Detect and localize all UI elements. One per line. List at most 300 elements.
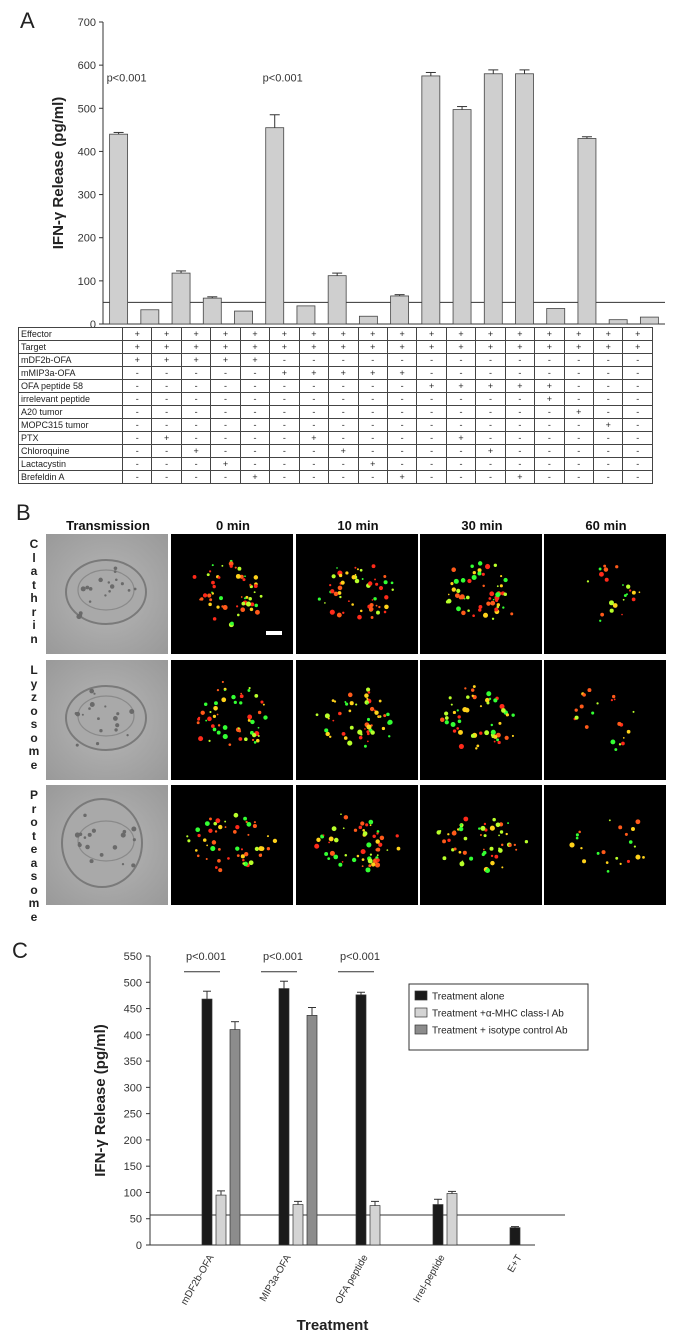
fluorescent-puncta	[366, 842, 371, 847]
fluorescent-puncta	[459, 851, 462, 854]
fluorescent-puncta	[348, 600, 350, 602]
fluorescent-puncta	[452, 831, 457, 836]
table-cell: -	[123, 471, 152, 484]
fluorescent-puncta	[459, 827, 464, 832]
table-cell: -	[623, 393, 653, 406]
fluorescent-puncta	[607, 870, 610, 873]
fluorescent-puncta	[472, 575, 477, 580]
fluorescence-image	[296, 785, 418, 905]
fluorescent-puncta	[603, 565, 606, 568]
table-cell: +	[240, 328, 269, 341]
table-cell: +	[535, 393, 564, 406]
fluorescent-puncta	[591, 712, 594, 715]
granule	[116, 712, 119, 715]
table-cell: -	[594, 354, 623, 367]
column-header: 60 min	[585, 518, 627, 533]
table-cell: -	[358, 419, 387, 432]
fluorescent-puncta	[221, 697, 226, 702]
fluorescent-puncta	[240, 694, 244, 698]
fluorescent-puncta	[629, 840, 633, 844]
fluorescent-puncta	[334, 838, 339, 843]
fluorescent-puncta	[224, 689, 226, 691]
fluorescent-puncta	[454, 579, 459, 584]
fluorescent-puncta	[494, 564, 497, 567]
fluorescent-puncta	[376, 832, 378, 834]
fluorescent-puncta	[479, 605, 483, 609]
fluorescent-puncta	[445, 720, 449, 724]
fluorescent-puncta	[217, 731, 221, 735]
table-cell: -	[564, 419, 593, 432]
fluorescent-puncta	[501, 866, 503, 868]
table-cell: +	[446, 380, 475, 393]
table-cell: +	[476, 341, 505, 354]
fluorescent-puncta	[314, 844, 319, 849]
fluorescent-puncta	[492, 618, 494, 620]
x-axis-label: Treatment	[296, 1317, 369, 1334]
fluorescent-puncta	[362, 858, 365, 861]
y-tick-label: 100	[77, 275, 96, 288]
fluorescent-puncta	[209, 598, 212, 601]
table-cell: -	[123, 432, 152, 445]
panel-c-chart	[0, 934, 677, 1344]
fluorescent-puncta	[263, 715, 267, 719]
x-tick-label: Irrel-peptide	[411, 1253, 448, 1305]
fluorescent-puncta	[484, 730, 489, 735]
fluorescent-puncta	[359, 736, 363, 740]
table-cell: -	[476, 393, 505, 406]
fluorescent-puncta	[254, 741, 257, 744]
granule	[123, 830, 127, 834]
fluorescent-puncta	[333, 855, 338, 860]
row-label: PTX	[19, 432, 123, 445]
fluorescent-puncta	[576, 837, 579, 840]
fluorescent-puncta	[324, 728, 328, 732]
fluorescent-puncta	[244, 852, 248, 856]
table-cell: -	[152, 406, 181, 419]
table-row	[19, 471, 653, 484]
fluorescent-puncta	[609, 600, 614, 605]
granule	[76, 744, 79, 747]
row-label: OFA peptide 58	[19, 380, 123, 393]
fluorescent-puncta	[614, 748, 617, 751]
table-cell: -	[564, 367, 593, 380]
fluorescent-puncta	[457, 709, 459, 711]
fluorescent-puncta	[497, 585, 499, 587]
fluorescent-puncta	[360, 569, 363, 572]
bar	[578, 138, 596, 324]
granule	[88, 707, 91, 710]
granule	[79, 614, 82, 617]
table-cell: +	[505, 328, 534, 341]
x-tick-label: MIP3a-OFA	[257, 1253, 294, 1304]
table-cell: -	[387, 445, 416, 458]
panel-a-treatment-table	[18, 327, 653, 484]
fluorescent-puncta	[367, 733, 370, 736]
table-row	[19, 432, 653, 445]
fluorescent-puncta	[213, 585, 216, 588]
table-cell: +	[181, 328, 210, 341]
y-tick-label: 100	[123, 1187, 142, 1200]
fluorescent-puncta	[632, 591, 636, 595]
fluorescent-puncta	[365, 867, 370, 872]
bar	[609, 320, 627, 324]
fluorescent-puncta	[364, 745, 367, 748]
bar	[447, 1194, 457, 1245]
table-cell: -	[623, 445, 653, 458]
table-cell: +	[446, 328, 475, 341]
fluorescent-puncta	[247, 834, 249, 836]
fluorescent-puncta	[374, 579, 376, 581]
table-cell: -	[240, 419, 269, 432]
table-cell: -	[417, 354, 446, 367]
fluorescent-puncta	[349, 710, 352, 713]
fluorescent-puncta	[478, 561, 482, 565]
fluorescent-puncta	[464, 687, 466, 689]
table-cell: +	[152, 341, 181, 354]
table-cell: -	[446, 471, 475, 484]
granule	[85, 586, 89, 590]
granule	[115, 578, 118, 581]
table-cell: +	[476, 328, 505, 341]
table-cell: -	[152, 445, 181, 458]
legend-swatch	[415, 1025, 427, 1034]
bar	[202, 999, 212, 1245]
fluorescent-puncta	[345, 571, 348, 574]
fluorescent-puncta	[235, 567, 237, 569]
fluorescent-puncta	[225, 826, 227, 828]
fluorescence-image	[544, 660, 666, 780]
table-cell: -	[387, 458, 416, 471]
fluorescent-puncta	[237, 614, 240, 617]
fluorescent-puncta	[243, 817, 247, 821]
bar	[484, 74, 502, 324]
fluorescent-puncta	[212, 564, 214, 566]
fluorescent-puncta	[235, 846, 239, 850]
fluorescent-puncta	[247, 689, 250, 692]
table-cell: -	[535, 367, 564, 380]
fluorescent-puncta	[213, 706, 218, 711]
table-cell: -	[329, 432, 358, 445]
fluorescent-puncta	[627, 860, 630, 863]
fluorescent-puncta	[391, 588, 393, 590]
table-cell: +	[240, 471, 269, 484]
granule	[96, 742, 99, 745]
fluorescent-puncta	[462, 707, 467, 712]
fluorescent-puncta	[514, 844, 516, 846]
y-tick-label: 200	[123, 1134, 142, 1147]
y-tick-label: 700	[77, 17, 96, 29]
table-cell: -	[181, 393, 210, 406]
table-cell: -	[123, 380, 152, 393]
table-cell: +	[123, 341, 152, 354]
fluorescent-puncta	[341, 581, 345, 585]
table-cell: +	[299, 432, 328, 445]
granule	[85, 845, 90, 850]
fluorescence-image	[420, 785, 542, 905]
fluorescent-puncta	[575, 716, 579, 720]
fluorescent-puncta	[195, 849, 198, 852]
granule	[78, 843, 82, 847]
table-cell: -	[623, 419, 653, 432]
p-value-label: p<0.001	[262, 950, 304, 963]
fluorescent-puncta	[340, 813, 342, 815]
fluorescent-puncta	[367, 740, 369, 742]
scale-bar	[266, 631, 282, 635]
table-cell: -	[299, 393, 328, 406]
fluorescent-puncta	[635, 819, 640, 824]
fluorescent-puncta	[217, 859, 221, 863]
table-cell: -	[152, 367, 181, 380]
fluorescent-puncta	[460, 824, 462, 826]
fluorescent-puncta	[453, 729, 456, 732]
x-tick-label: E+T	[505, 1253, 525, 1275]
fluorescence-image	[544, 785, 666, 905]
y-tick-label: 400	[77, 146, 96, 159]
fluorescent-puncta	[461, 611, 466, 616]
table-cell: -	[181, 406, 210, 419]
row-label: irrelevant peptide	[19, 393, 123, 406]
table-cell: +	[564, 328, 593, 341]
fluorescent-puncta	[471, 734, 475, 738]
table-row	[19, 367, 653, 380]
fluorescent-puncta	[263, 704, 265, 706]
table-cell: -	[564, 380, 593, 393]
fluorescence-image	[171, 660, 293, 780]
fluorescent-puncta	[599, 572, 604, 577]
fluorescent-puncta	[611, 699, 613, 701]
granule	[134, 588, 137, 591]
fluorescent-puncta	[213, 728, 217, 732]
table-cell: +	[358, 328, 387, 341]
fluorescent-puncta	[493, 698, 497, 702]
fluorescent-puncta	[215, 818, 220, 823]
fluorescent-puncta	[249, 687, 251, 689]
table-row	[19, 328, 653, 341]
column-header: 0 min	[216, 518, 250, 533]
fluorescent-puncta	[454, 847, 457, 850]
fluorescent-puncta	[218, 848, 221, 851]
legend-swatch	[415, 1008, 427, 1017]
table-cell: +	[476, 445, 505, 458]
fluorescent-puncta	[369, 607, 373, 611]
fluorescent-puncta	[515, 849, 517, 851]
fluorescent-puncta	[495, 592, 500, 597]
fluorescent-puncta	[621, 742, 625, 746]
granule	[93, 693, 95, 695]
fluorescent-puncta	[316, 713, 319, 716]
table-cell: +	[505, 341, 534, 354]
bar	[279, 989, 289, 1245]
fluorescent-puncta	[491, 724, 493, 726]
granule	[108, 590, 111, 593]
table-cell: +	[358, 341, 387, 354]
table-cell: +	[329, 445, 358, 458]
table-cell: -	[358, 380, 387, 393]
table-row	[19, 406, 653, 419]
fluorescent-puncta	[461, 578, 466, 583]
fluorescent-puncta	[493, 735, 497, 739]
table-cell: -	[329, 419, 358, 432]
fluorescent-puncta	[359, 826, 363, 830]
table-cell: -	[594, 393, 623, 406]
fluorescent-puncta	[485, 564, 490, 569]
fluorescent-puncta	[198, 736, 203, 741]
table-cell: -	[240, 380, 269, 393]
fluorescent-puncta	[486, 601, 490, 605]
fluorescent-puncta	[236, 574, 241, 579]
table-cell: +	[476, 380, 505, 393]
fluorescent-puncta	[612, 695, 615, 698]
table-cell: +	[594, 328, 623, 341]
table-row	[19, 341, 653, 354]
fluorescent-puncta	[585, 725, 589, 729]
fluorescent-puncta	[330, 589, 334, 593]
table-cell: -	[270, 458, 299, 471]
table-cell: +	[505, 380, 534, 393]
row-label: mDF2b-OFA	[19, 354, 123, 367]
table-cell: -	[299, 419, 328, 432]
fluorescent-puncta	[337, 613, 342, 618]
fluorescent-puncta	[332, 574, 336, 578]
table-cell: -	[123, 367, 152, 380]
fluorescent-puncta	[631, 827, 635, 831]
table-cell: +	[181, 341, 210, 354]
fluorescent-puncta	[204, 703, 207, 706]
bar	[356, 995, 366, 1245]
fluorescent-puncta	[458, 730, 463, 735]
table-cell: -	[446, 406, 475, 419]
fluorescent-puncta	[370, 853, 372, 855]
y-tick-label: 250	[123, 1108, 142, 1121]
fluorescent-puncta	[218, 868, 222, 872]
fluorescent-puncta	[447, 599, 452, 604]
fluorescent-puncta	[362, 578, 364, 580]
fluorescent-puncta	[354, 567, 356, 569]
table-cell: -	[240, 393, 269, 406]
fluorescent-puncta	[242, 862, 245, 865]
fluorescent-puncta	[604, 567, 608, 571]
fluorescent-puncta	[187, 839, 190, 842]
bar	[307, 1015, 317, 1245]
fluorescent-puncta	[456, 727, 459, 730]
fluorescent-puncta	[342, 732, 346, 736]
fluorescent-puncta	[340, 713, 342, 715]
fluorescent-puncta	[615, 857, 618, 860]
table-cell: -	[387, 406, 416, 419]
transmission-image	[46, 785, 168, 905]
fluorescent-puncta	[386, 849, 388, 851]
table-cell: -	[476, 419, 505, 432]
table-cell: -	[417, 393, 446, 406]
table-cell: -	[211, 432, 240, 445]
fluorescent-puncta	[451, 567, 456, 572]
fluorescent-puncta	[209, 711, 211, 713]
fluorescent-puncta	[362, 865, 364, 867]
fluorescent-puncta	[623, 737, 625, 739]
bar	[547, 308, 565, 324]
fluorescent-puncta	[212, 592, 214, 594]
table-cell: -	[564, 354, 593, 367]
row-label: Effector	[19, 328, 123, 341]
fluorescent-puncta	[602, 850, 606, 854]
fluorescent-puncta	[258, 735, 260, 737]
fluorescent-puncta	[186, 835, 188, 837]
fluorescent-puncta	[242, 578, 245, 581]
fluorescent-puncta	[338, 863, 342, 867]
fluorescent-puncta	[347, 741, 352, 746]
fluorescent-puncta	[384, 580, 388, 584]
fluorescent-puncta	[234, 701, 237, 704]
table-cell: +	[387, 471, 416, 484]
fluorescent-puncta	[387, 721, 391, 725]
fluorescent-puncta	[369, 603, 373, 607]
fluorescent-puncta	[221, 565, 223, 567]
fluorescent-puncta	[460, 594, 465, 599]
table-cell: -	[240, 458, 269, 471]
fluorescent-puncta	[372, 564, 376, 568]
fluorescent-puncta	[323, 834, 325, 836]
fluorescent-puncta	[642, 856, 645, 859]
fluorescent-puncta	[500, 830, 503, 833]
fluorescent-puncta	[456, 606, 461, 611]
fluorescent-puncta	[626, 585, 630, 589]
fluorescent-puncta	[215, 830, 217, 832]
fluorescent-puncta	[505, 736, 509, 740]
fluorescent-puncta	[193, 575, 197, 579]
fluorescent-puncta	[639, 591, 641, 593]
p-value-label: p<0.001	[339, 950, 381, 963]
fluorescent-puncta	[480, 826, 485, 831]
fluorescent-puncta	[473, 685, 476, 688]
table-cell: -	[329, 471, 358, 484]
fluorescent-puncta	[339, 574, 342, 577]
y-tick-label: 350	[123, 1056, 142, 1069]
y-tick-label: 300	[77, 189, 96, 202]
table-cell: -	[564, 458, 593, 471]
fluorescent-puncta	[217, 714, 219, 716]
table-cell: -	[417, 406, 446, 419]
table-cell: -	[123, 458, 152, 471]
fluorescent-puncta	[477, 571, 481, 575]
fluorescent-puncta	[378, 606, 380, 608]
granule	[99, 729, 102, 732]
table-cell: -	[152, 419, 181, 432]
fluorescent-puncta	[498, 741, 501, 744]
fluorescent-puncta	[352, 575, 356, 579]
fluorescent-puncta	[621, 614, 623, 616]
fluorescent-puncta	[472, 614, 475, 617]
fluorescent-puncta	[211, 581, 215, 585]
table-cell: -	[564, 445, 593, 458]
y-axis-label: IFN-γ Release (pg/ml)	[50, 96, 67, 250]
fluorescent-puncta	[210, 846, 215, 851]
table-cell: -	[211, 393, 240, 406]
table-cell: -	[564, 393, 593, 406]
fluorescent-puncta	[228, 743, 231, 746]
fluorescent-puncta	[345, 854, 348, 857]
fluorescent-puncta	[469, 857, 473, 861]
table-cell: -	[417, 432, 446, 445]
table-cell: -	[535, 419, 564, 432]
fluorescent-puncta	[223, 734, 228, 739]
fluorescent-puncta	[587, 580, 589, 582]
fluorescent-puncta	[501, 708, 506, 713]
fluorescent-puncta	[490, 826, 495, 831]
fluorescent-puncta	[227, 857, 230, 860]
fluorescent-puncta	[342, 861, 344, 863]
table-cell: -	[387, 393, 416, 406]
table-cell: +	[299, 367, 328, 380]
